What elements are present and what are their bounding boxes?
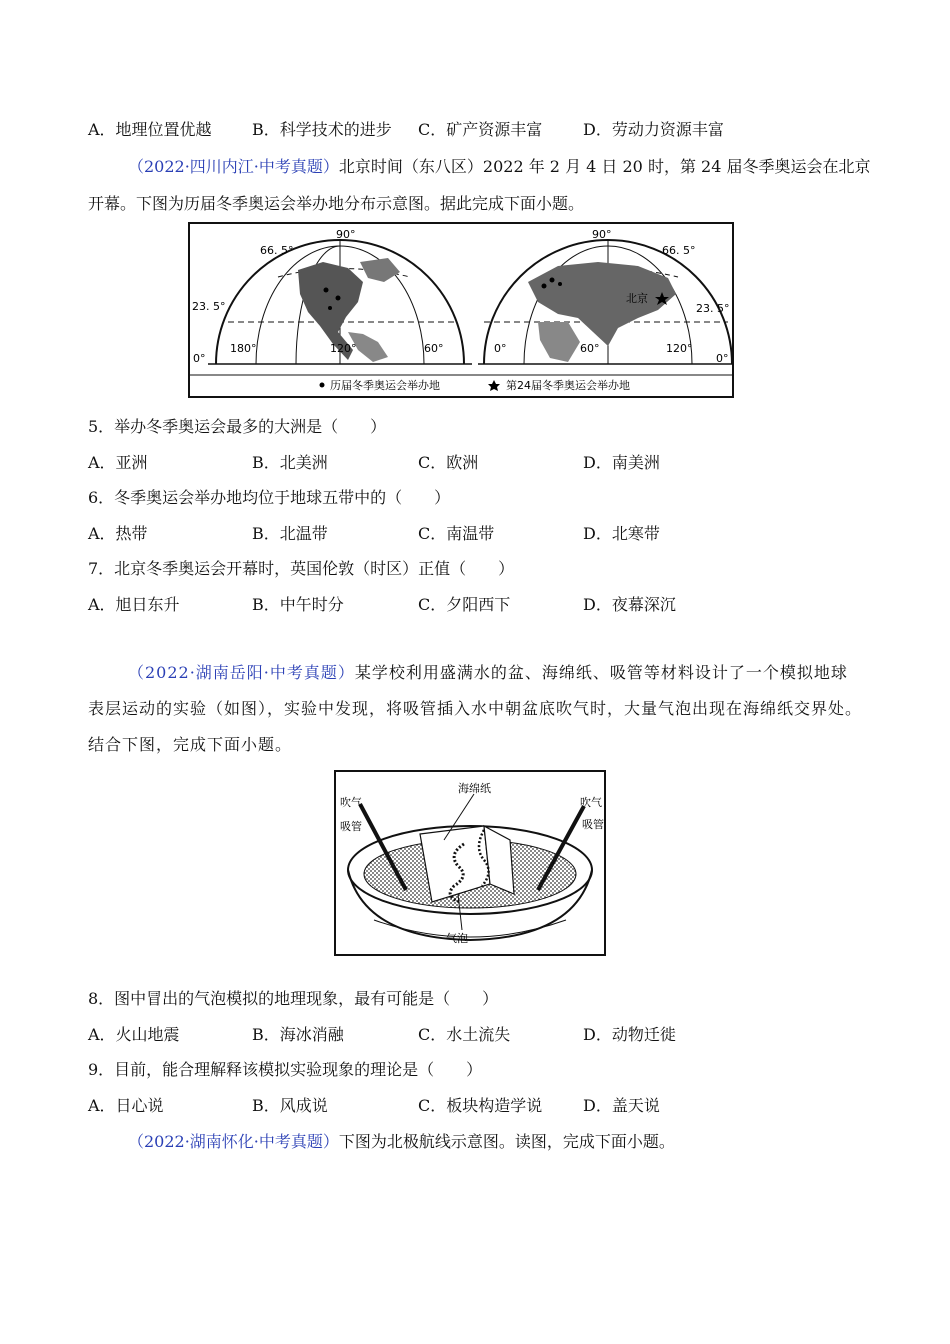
lon-60-right: 60° xyxy=(580,342,600,355)
option-a[interactable]: A．地理位置优越 xyxy=(88,120,212,139)
q5-option-a[interactable]: A．亚洲 xyxy=(88,453,148,472)
label-bubble: 气泡 xyxy=(446,932,468,945)
q5-option-c[interactable]: C．欧洲 xyxy=(418,453,479,472)
lon-90-left: 90° xyxy=(336,228,356,241)
legend-star-icon xyxy=(488,380,500,391)
beijing-label: 北京 xyxy=(626,292,648,305)
legend-star-text: 第24届冬季奥运会举办地 xyxy=(506,379,630,392)
q6-option-a[interactable]: A．热带 xyxy=(88,524,148,543)
group1-intro xyxy=(128,154,870,177)
q5-stem: 5．举办冬季奥运会最多的大洲是（ ） xyxy=(88,417,387,436)
source-tag[interactable]: （2022·湖南怀化·中考真题） xyxy=(128,1132,339,1151)
lat-23-right: 23. 5° xyxy=(696,302,730,315)
q7-option-d[interactable]: D．夜幕深沉 xyxy=(583,595,676,614)
lat-66-left: 66. 5° xyxy=(260,244,294,257)
label-straw-left: 吸管 xyxy=(340,820,362,833)
q5-option-d[interactable]: D．南美洲 xyxy=(583,453,660,472)
label-blow-left: 吹气 xyxy=(340,796,362,809)
q5-option-b[interactable]: B．北美洲 xyxy=(252,453,328,472)
q7-option-b[interactable]: B．中午时分 xyxy=(252,595,344,614)
lon-60-left: 60° xyxy=(424,342,444,355)
q9-option-d[interactable]: D．盖天说 xyxy=(583,1096,660,1115)
lat-0-right: 0° xyxy=(716,352,729,365)
q6-option-b[interactable]: B．北温带 xyxy=(252,524,328,543)
lon-120-right: 120° xyxy=(666,342,693,355)
lat-66-right: 66. 5° xyxy=(662,244,696,257)
legend-dot-text: 历届冬季奥运会举办地 xyxy=(330,379,440,392)
q9-option-b[interactable]: B．风成说 xyxy=(252,1096,328,1115)
intro-text: 某学校利用盛满水的盆、海绵纸、吸管等材料设计了一个模拟地球表层运动的实验（如图），实验中发现，将吸管插入水中朝盆底吹气时，大量气泡出现在海绵纸交界处。结合下图，完成下面小题。 xyxy=(88,663,863,754)
winter-olympics-map xyxy=(188,222,734,398)
intro-text: 下图为北极航线示意图。读图，完成下面小题。 xyxy=(338,1132,675,1151)
lat-23-left: 23. 5° xyxy=(192,300,226,313)
lat-0-left: 0° xyxy=(193,352,206,365)
label-sponge: 海绵纸 xyxy=(458,782,491,795)
q8-option-c[interactable]: C．水土流失 xyxy=(418,1025,511,1044)
option-b[interactable]: B．科学技术的进步 xyxy=(252,120,392,139)
q8-option-b[interactable]: B．海冰消融 xyxy=(252,1025,344,1044)
q7-option-c[interactable]: C．夕阳西下 xyxy=(418,595,511,614)
q9-option-a[interactable]: A．日心说 xyxy=(88,1096,164,1115)
intro-text: 北京时间（东八区）2022 年 2 月 4 日 20 时，第 24 届冬季奥运会在北京 xyxy=(338,157,871,176)
q8-option-a[interactable]: A．火山地震 xyxy=(88,1025,180,1044)
option-d[interactable]: D．劳动力资源丰富 xyxy=(583,120,724,139)
q6-stem: 6．冬季奥运会举办地均位于地球五带中的（ ） xyxy=(88,488,451,507)
q6-option-c[interactable]: C．南温带 xyxy=(418,524,495,543)
q9-option-c[interactable]: C．板块构造学说 xyxy=(418,1096,543,1115)
lon-180: 180° xyxy=(230,342,257,355)
q7-stem: 7．北京冬季奥运会开幕时，英国伦敦（时区）正值（ ） xyxy=(88,559,515,578)
legend-dot-icon xyxy=(320,383,325,388)
option-c[interactable]: C．矿产资源丰富 xyxy=(418,120,543,139)
group3-intro xyxy=(128,1129,675,1152)
group1-intro-line2: 开幕。下图为历届冬季奥运会举办地分布示意图。据此完成下面小题。 xyxy=(88,194,585,213)
source-tag[interactable]: （2022·湖南岳阳·中考真题） xyxy=(128,663,355,682)
basin-experiment-figure xyxy=(334,770,606,956)
label-blow-right: 吹气 xyxy=(580,796,602,809)
q6-option-d[interactable]: D．北寒带 xyxy=(583,524,660,543)
q8-stem: 8．图中冒出的气泡模拟的地理现象，最有可能是（ ） xyxy=(88,989,499,1008)
lon-0-right: 0° xyxy=(494,342,507,355)
lon-120-left: 120° xyxy=(330,342,357,355)
lon-90-right: 90° xyxy=(592,228,612,241)
q7-option-a[interactable]: A．旭日东升 xyxy=(88,595,180,614)
source-tag[interactable]: （2022·四川内江·中考真题） xyxy=(128,157,339,176)
group2-intro xyxy=(88,655,863,763)
label-straw-right: 吸管 xyxy=(582,818,604,831)
q8-option-d[interactable]: D．动物迁徙 xyxy=(583,1025,676,1044)
q9-stem: 9．目前，能合理解释该模拟实验现象的理论是（ ） xyxy=(88,1060,483,1079)
